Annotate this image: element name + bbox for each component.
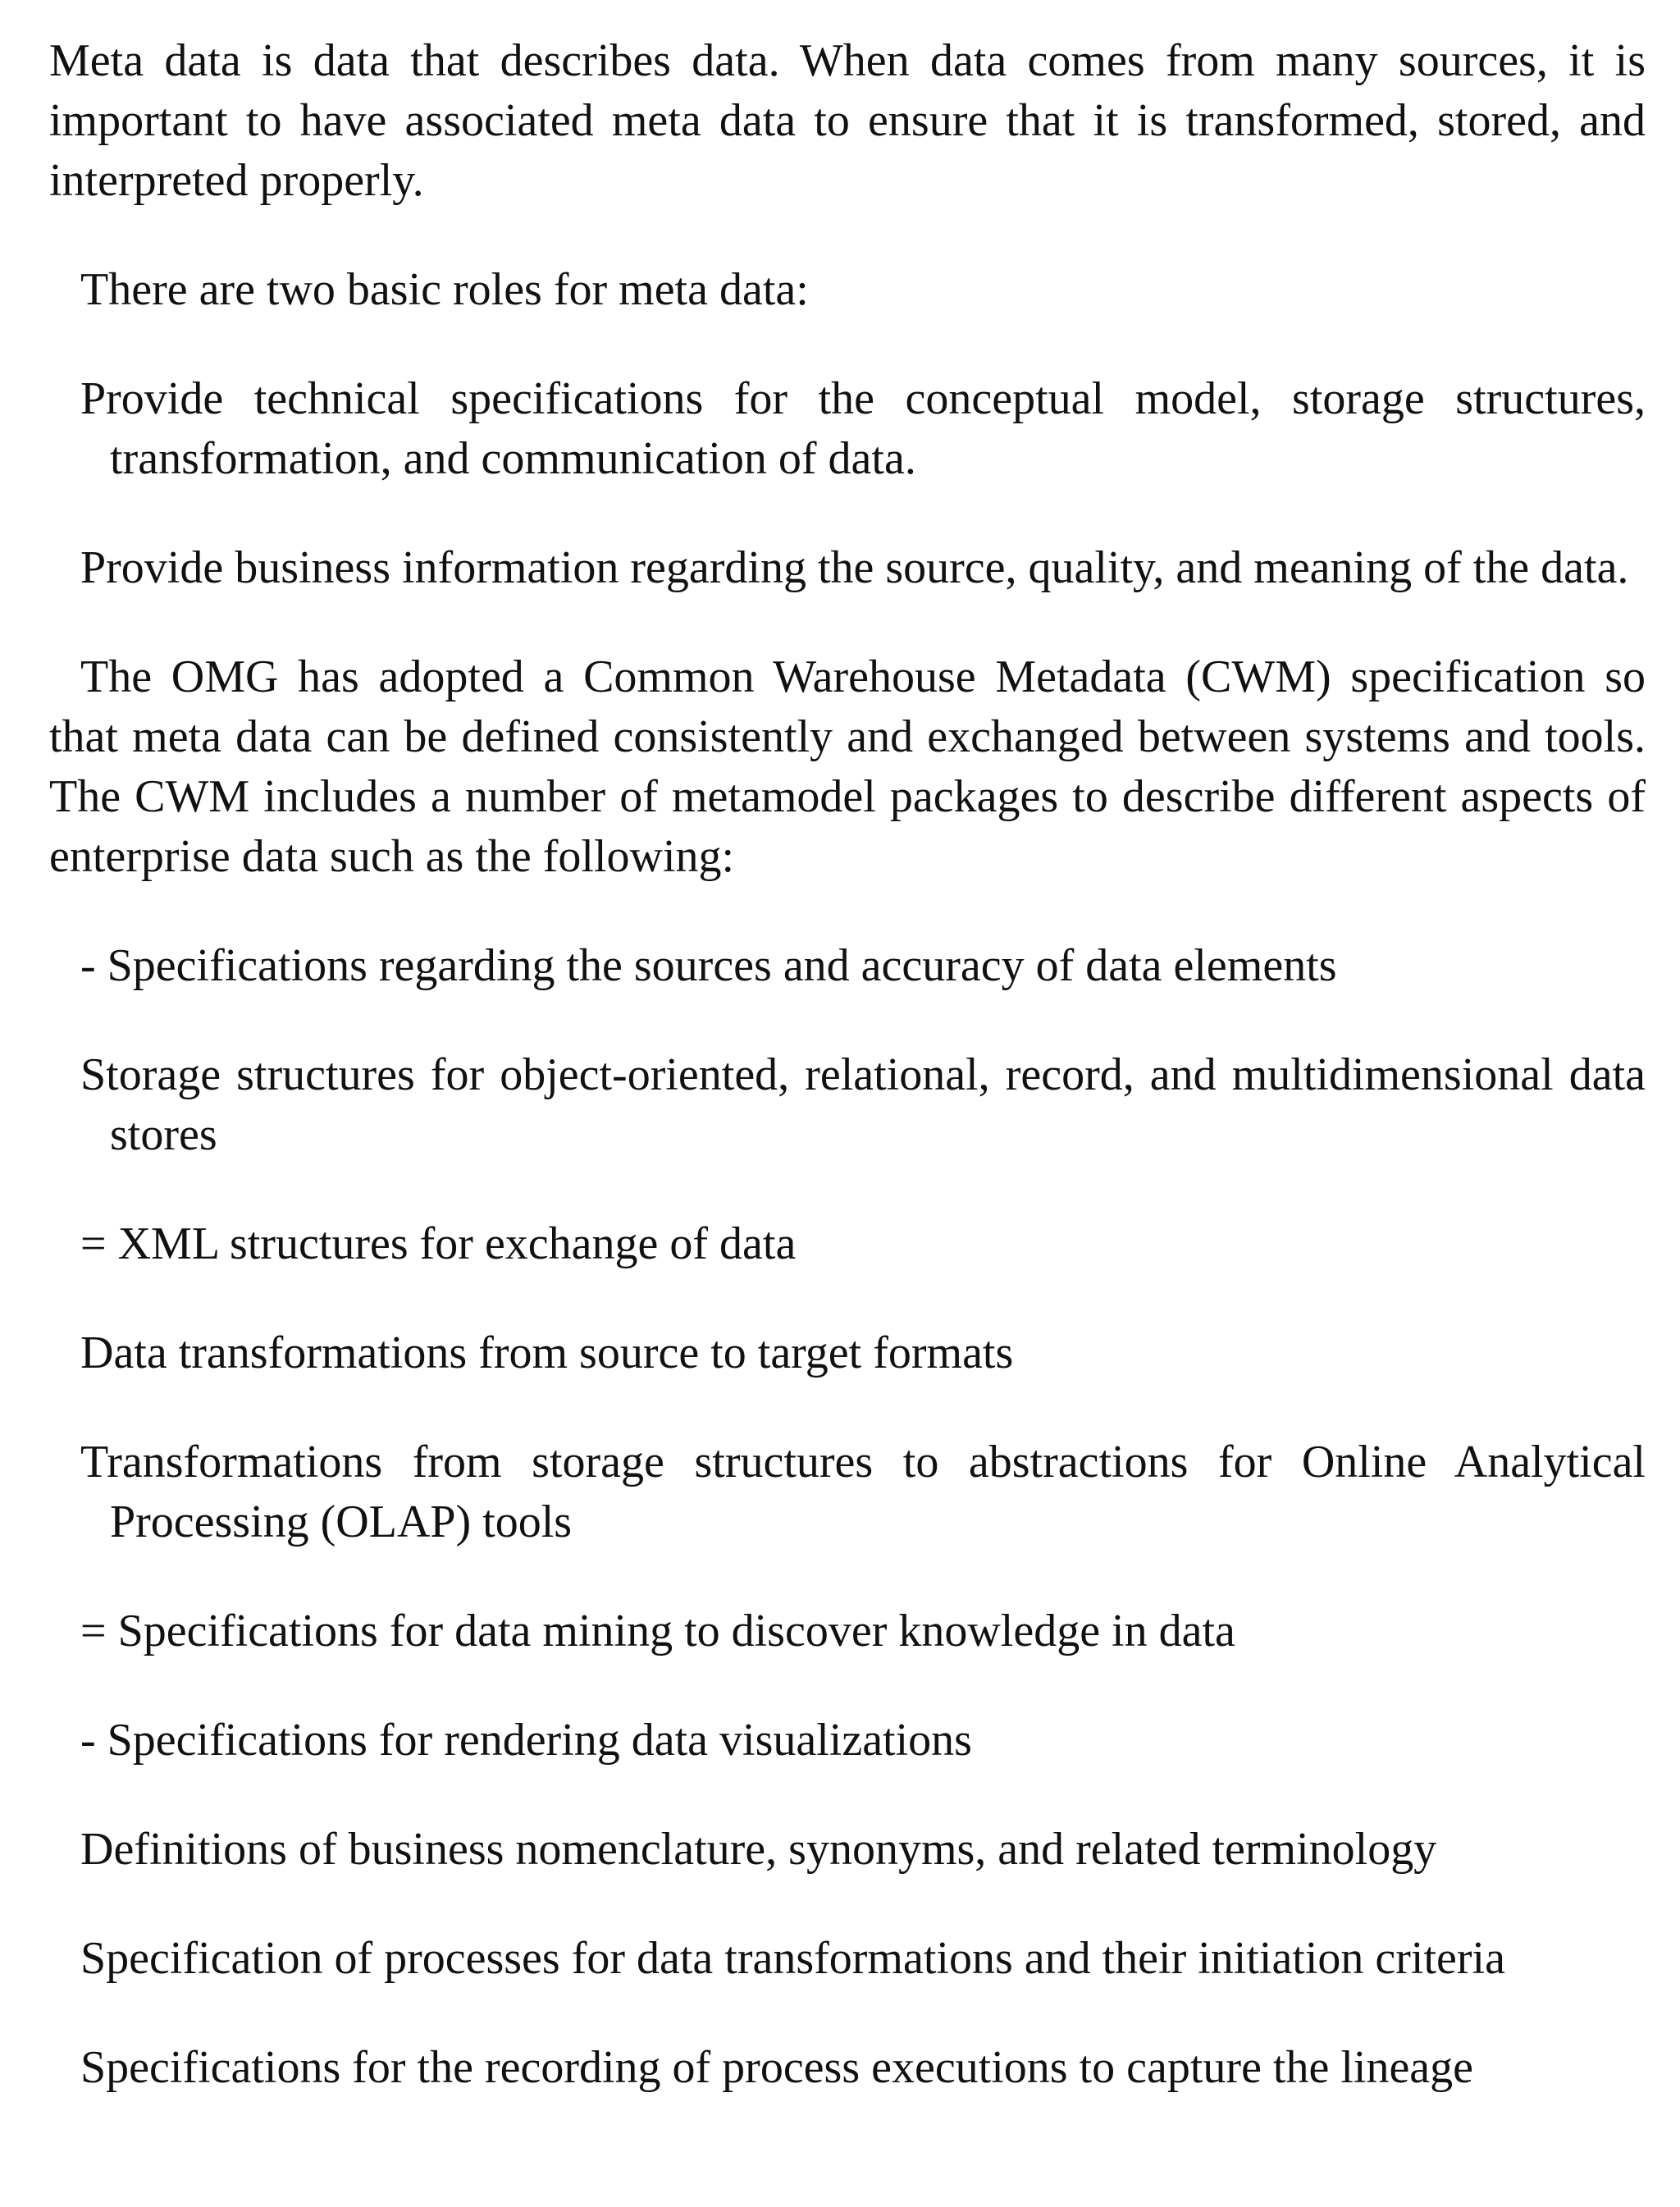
list-item-data-transformations: Data transformations from source to target formats: [80, 1327, 1014, 1378]
cwm-paragraph: The OMG has adopted a Common Warehouse Metadata (CWM) specification so that meta data can be defined consistently and exchanged between systems and tools. The CWM includes a number of metamodel packages to describe different aspects of enterprise data such as the following:: [49, 651, 1646, 882]
list-item-xml-structures: = XML structures for exchange of data: [80, 1218, 797, 1269]
role-business: Provide business information regarding the source, quality, and meaning of the data.: [80, 542, 1629, 593]
role-technical: Provide technical specifications for the conceptual model, storage structures, transformation, and communication of data.: [80, 373, 1646, 484]
intro-paragraph: Meta data is data that describes data. When data comes from many sources, it is important to have associated meta data to ensure that it is transformed, stored, and interpreted properly.: [49, 35, 1646, 206]
list-item-visualizations: - Specifications for rendering data visualizations: [80, 1715, 972, 1766]
list-item-data-mining: = Specifications for data mining to discover knowledge in data: [80, 1606, 1235, 1656]
list-item-olap-transformations: Transformations from storage structures to abstractions for Online Analytical Processing (OLAP) tools: [80, 1437, 1646, 1547]
list-item-storage-structures: Storage structures for object-oriented, relational, record, and multidimensional data stores: [80, 1049, 1646, 1160]
list-item-process-recording: Specifications for the recording of process executions to capture the lineage: [80, 2042, 1474, 2093]
list-item-process-specification: Specification of processes for data transformations and their initiation criteria: [80, 1933, 1505, 1984]
list-item-business-nomenclature: Definitions of business nomenclature, synonyms, and related terminology: [80, 1824, 1437, 1875]
list-item-sources-accuracy: - Specifications regarding the sources and accuracy of data elements: [80, 940, 1337, 991]
roles-lead: There are two basic roles for meta data:: [80, 264, 809, 315]
